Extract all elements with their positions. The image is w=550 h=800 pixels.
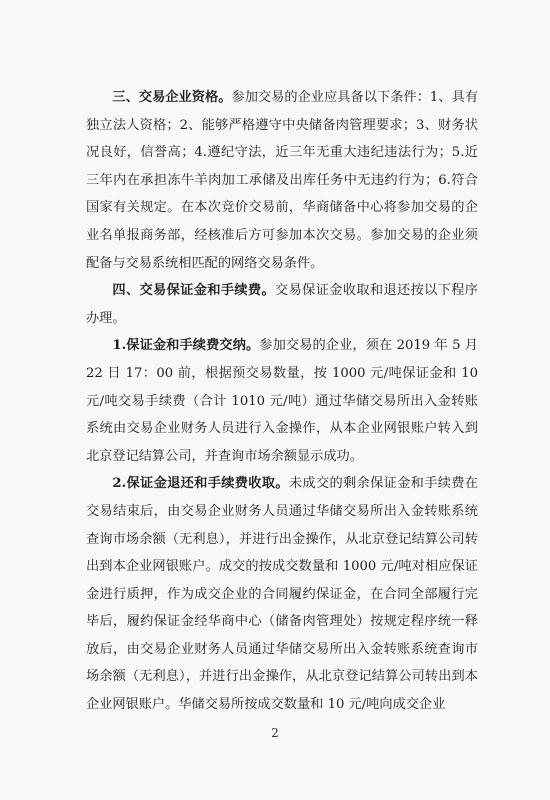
- section-heading: 三、交易企业资格。: [112, 90, 232, 105]
- paragraph-deposit-and-fees: [86, 277, 478, 332]
- paragraph-text: 未成交的剩余保证金和手续费在交易结束后，由交易企业财务人员通过华储交易所出入金转账系统查询市场余额（无利息），并进行出金操作，从北京登记结算公司转出到本企业网银账户。成交的按成交数量和 1000 元/吨对相应保证金进行质押，作为成交企业的合同履约保证金，在合同全部履行完毕后，履约保证金经华商中心（储备肉管理处）按规定程序统一释放后，由交易企业财务人员通过华储交易所出入金转账系统查询市场余额（无利息），并进行出金操作，从北京登记结算公司转出到本企业网银账户。华储交易所按成交数量和 10 元/吨向成交企业: [86, 476, 478, 713]
- paragraph-deposit-refund: [86, 470, 478, 718]
- paragraph-text: 参加交易的企业应具备以下条件：1、具有独立法人资格；2、能够严格遵守中央储备肉管理要求；3、财务状况良好，信誉高；4.遵纪守法，近三年无重大违纪违法行为；5.近三年内在承担冻牛羊肉加工承储及出库任务中无违约行为；6.符合国家有关规定。在本次竞价交易前，华商储备中心将参加交易的企业名单报商务部，经核准后方可参加本次交易。参加交易的企业须配备与交易系统相匹配的网络交易条件。: [86, 90, 479, 271]
- paragraph-deposit-payment: [86, 332, 478, 470]
- paragraph-text: 交易保证金收取和退还按以下程序办理。: [86, 283, 478, 326]
- subsection-heading: 1.保证金和手续费交纳。: [112, 338, 260, 354]
- page-number: 2: [271, 726, 279, 740]
- document-body: [86, 84, 478, 719]
- subsection-heading: 2.保证金退还和手续费收取。: [112, 476, 289, 492]
- paragraph-text: 参加交易的企业，须在 2019 年 5 月 22 日 17：00 前，根据预交易数量，按 1000 元/吨保证金和 10 元/吨交易手续费（合计 1010 元/吨）通过华储交易所出入金转账系统由交易企业财务人员进行入金操作，从本企业网银账户转入到北京登记结算公司，并查询市场余额显示成功。: [86, 338, 478, 464]
- section-heading: 四、交易保证金和手续费。: [112, 283, 276, 299]
- paragraph-trading-qualification: [86, 84, 478, 277]
